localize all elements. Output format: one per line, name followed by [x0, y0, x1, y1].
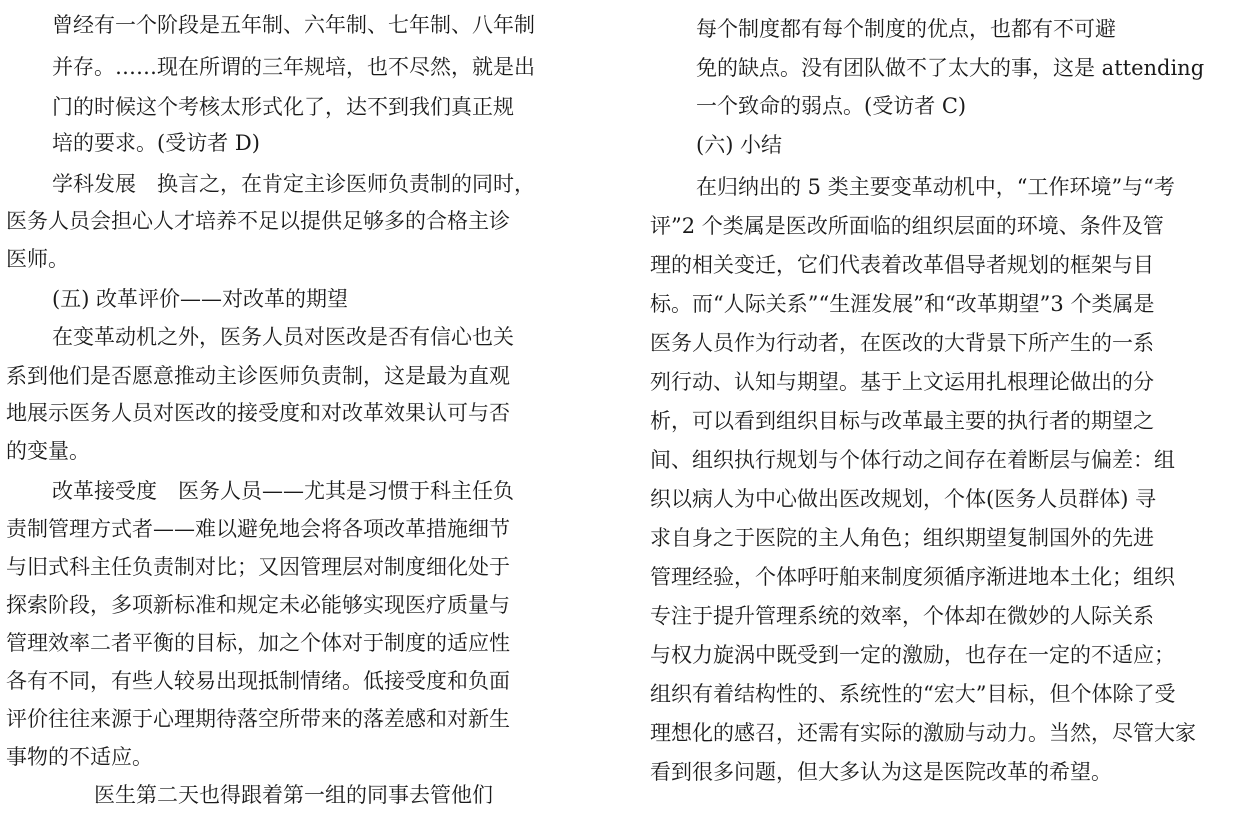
text-line: 门的时候这个考核太形式化了，达不到我们真正规 — [52, 95, 514, 119]
text-line: 管理效率二者平衡的目标，加之个体对于制度的适应性 — [6, 631, 510, 655]
text-line: 在归纳出的 5 类主要变革动机中，“工作环境”与“考 — [696, 175, 1175, 199]
text-line: 与旧式科主任负责制对比；又因管理层对制度细化处于 — [6, 555, 510, 579]
text-line: 求自身之于医院的主人角色；组织期望复制国外的先进 — [650, 526, 1154, 550]
text-line: 事物的不适应。 — [6, 745, 153, 769]
text-line: 评”2 个类属是医改所面临的组织层面的环境、条件及管 — [650, 214, 1164, 238]
text-line: 改革接受度 医务人员——尤其是习惯于科主任负 — [52, 479, 514, 503]
text-line: 曾经有一个阶段是五年制、六年制、七年制、八年制 — [52, 13, 535, 37]
text-line: 看到很多问题，但大多认为这是医院改革的希望。 — [650, 760, 1112, 784]
text-line: 医师。 — [6, 247, 69, 271]
text-line: 间、组织执行规划与个体行动之间存在着断层与偏差：组 — [650, 448, 1175, 472]
text-line: 与权力旋涡中既受到一定的激励，也存在一定的不适应； — [650, 643, 1175, 667]
section-heading: (五) 改革评价——对改革的期望 — [52, 287, 349, 311]
text-line: 一个致命的弱点。(受访者 C) — [696, 94, 967, 118]
text-line: 标。而“人际关系”“生涯发展”和“改革期望”3 个类属是 — [650, 292, 1155, 316]
text-line: 责制管理方式者——难以避免地会将各项改革措施细节 — [6, 517, 510, 541]
text-line: 并存。……现在所谓的三年规培，也不尽然，就是出 — [52, 55, 535, 79]
text-line: 系到他们是否愿意推动主诊医师负责制，这是最为直观 — [6, 364, 510, 388]
text-line: 理的相关变迁，它们代表着改革倡导者规划的框架与目 — [650, 253, 1154, 277]
text-line: 列行动、认知与期望。基于上文运用扎根理论做出的分 — [650, 370, 1154, 394]
text-line: 专注于提升管理系统的效率，个体却在微妙的人际关系 — [650, 604, 1154, 628]
text-line: 的变量。 — [6, 439, 90, 463]
text-line: 组织有着结构性的、系统性的“宏大”目标，但个体除了受 — [650, 682, 1176, 706]
section-heading: (六) 小结 — [696, 133, 783, 157]
text-line: 在变革动机之外，医务人员对医改是否有信心也关 — [52, 325, 514, 349]
text-line: 培的要求。(受访者 D) — [52, 131, 260, 155]
text-line: 析，可以看到组织目标与改革最主要的执行者的期望之 — [650, 409, 1154, 433]
text-line: 学科发展 换言之，在肯定主诊医师负责制的同时， — [52, 172, 535, 196]
text-line-cut: 医生第二天也得跟着第一组的同事去管他们 — [52, 783, 493, 807]
text-line: 理想化的感召，还需有实际的激励与动力。当然，尽管大家 — [650, 721, 1196, 745]
text-line: 探索阶段，多项新标准和规定未必能够实现医疗质量与 — [6, 593, 510, 617]
text-line: 评价往往来源于心理期待落空所带来的落差感和对新生 — [6, 707, 510, 731]
text-line: 地展示医务人员对医改的接受度和对改革效果认可与否 — [6, 401, 510, 425]
text-line: 织以病人为中心做出医改规划，个体(医务人员群体) 寻 — [650, 487, 1157, 511]
text-line: 各有不同，有些人较易出现抵制情绪。低接受度和负面 — [6, 669, 510, 693]
text-line: 免的缺点。没有团队做不了太大的事，这是 attending — [696, 56, 1205, 80]
text-line: 医务人员作为行动者，在医改的大背景下所产生的一系 — [650, 331, 1154, 355]
text-line: 管理经验，个体呼吁舶来制度须循序渐进地本土化；组织 — [650, 565, 1175, 589]
text-line: 医务人员会担心人才培养不足以提供足够多的合格主诊 — [6, 209, 510, 233]
text-line: 每个制度都有每个制度的优点，也都有不可避 — [696, 17, 1116, 41]
